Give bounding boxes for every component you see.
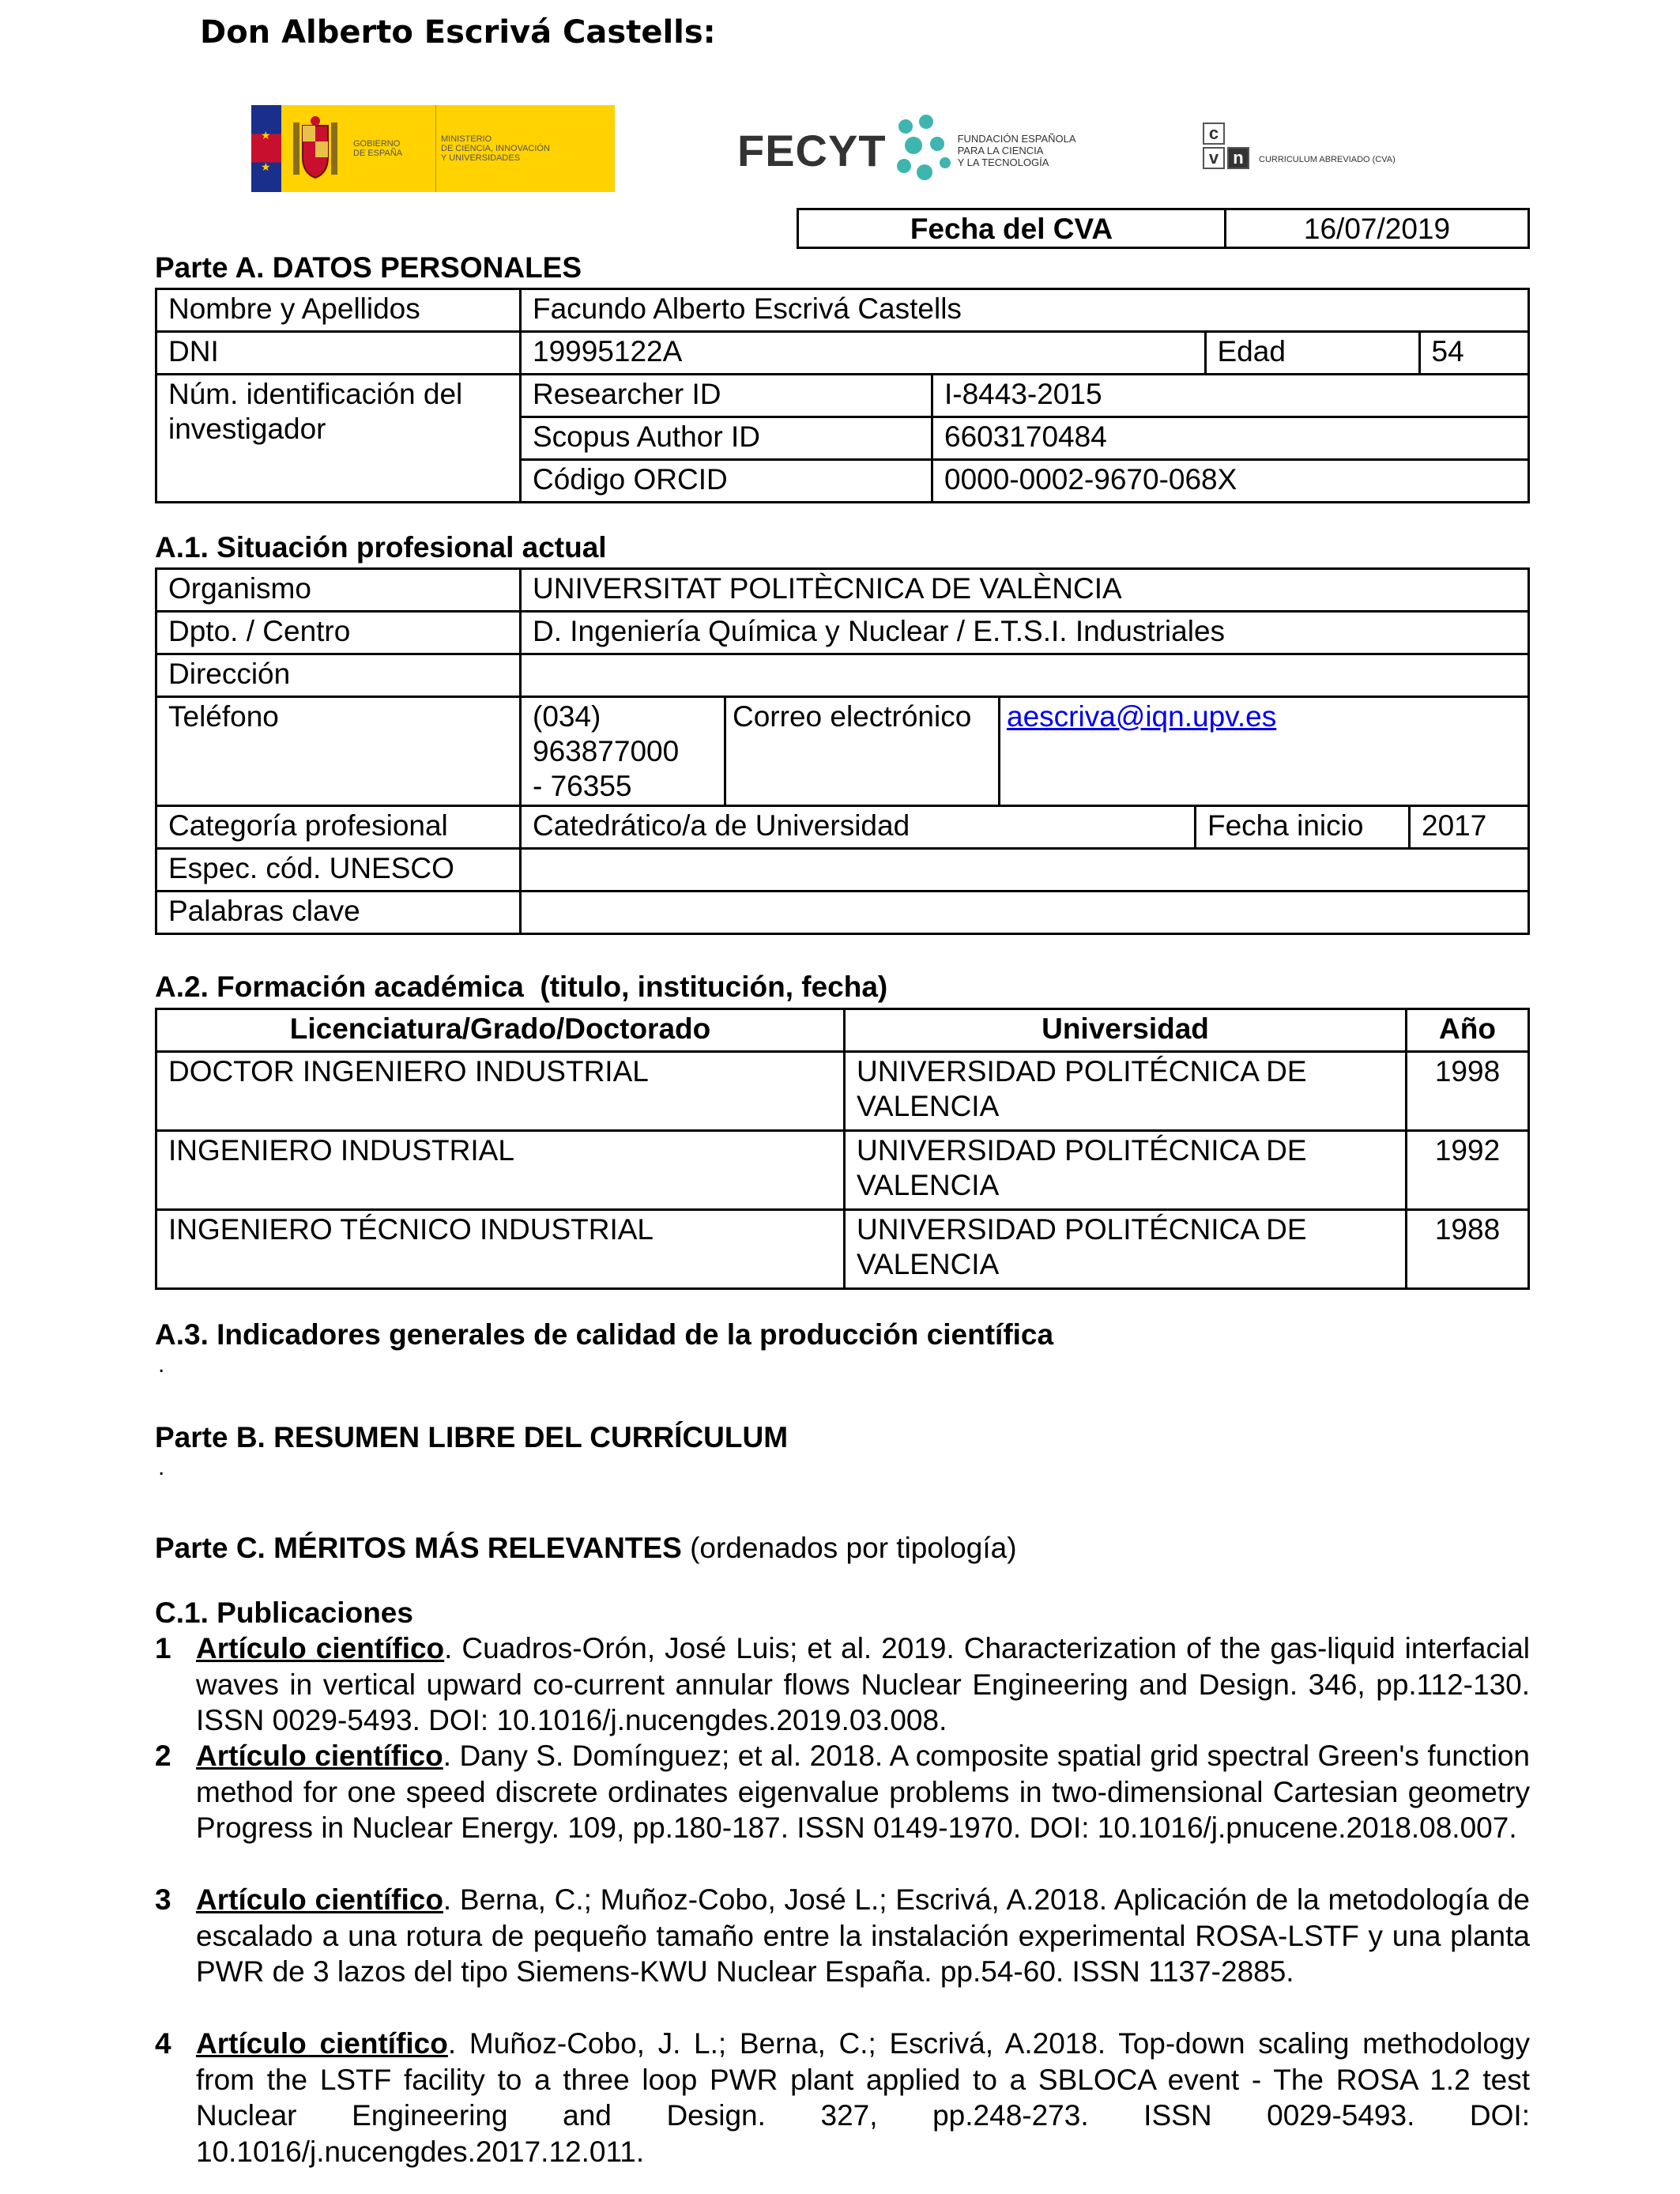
scopus-label: Scopus Author ID: [521, 417, 932, 460]
col-university: Universidad: [845, 1009, 1407, 1052]
degree-cell: DOCTOR INGENIERO INDUSTRIAL: [156, 1052, 845, 1131]
scopus-value: 6603170484: [932, 417, 1529, 460]
publication-text: . Berna, C.; Muñoz-Cobo, José L.; Escrivá, A.2018. Aplicación de la metodología de escalado a una rotura de pequeño tamaño entre la instalación experimental ROSA-LSTF y una planta PWR de 3 lazos del tipo Siemens-KWU Nuclear España. pp.54-60. ISSN 1137-2885.: [196, 1883, 1530, 1988]
start-value: 2017: [1410, 806, 1529, 849]
cva-date-value: 16/07/2019: [1226, 209, 1529, 248]
fecyt-logo: [737, 111, 1076, 190]
researcher-id-value: I-8443-2015: [932, 375, 1529, 417]
email-label: Correo electrónico: [725, 697, 1000, 806]
age-label: Edad: [1205, 332, 1419, 375]
cvn-logo: [1203, 123, 1396, 169]
cvn-letter-n: n: [1227, 147, 1249, 169]
a3-title: A.3. Indicadores generales de calidad de la producción científica: [155, 1318, 1054, 1351]
publication-type: Artículo científico: [196, 1632, 445, 1664]
degree-cell: INGENIERO INDUSTRIAL: [156, 1131, 845, 1210]
university-cell: UNIVERSIDAD POLITÉCNICA DE VALENCIA: [845, 1131, 1407, 1210]
publication-type: Artículo científico: [196, 1883, 443, 1916]
university-cell: UNIVERSIDAD POLITÉCNICA DE VALENCIA: [845, 1052, 1407, 1131]
table-row: [156, 1131, 1529, 1210]
publication-text: . Muñoz-Cobo, J. L.; Berna, C.; Escrivá, A.2018. Top-down scaling methodology from the LSTF facility to a three loop PWR plant applied to a SBLOCA event - The ROSA 1.2 test Nuclear Engineering and Design. 327, pp.248-273. ISSN 0029-5493. DOI: 10.1016/j.nucengdes.2017.12.011.: [196, 2027, 1531, 2168]
dept-label: Dpto. / Centro: [156, 612, 521, 654]
phone-value: (034) 963877000 - 76355: [521, 697, 725, 806]
year-cell: 1992: [1407, 1131, 1529, 1210]
publication-item: [155, 1738, 1530, 1846]
orcid-value: 0000-0002-9670-068X: [932, 460, 1529, 503]
gobierno-logo: [251, 105, 615, 192]
cvn-subtitle: CURRICULUM ABREVIADO (CVA): [1259, 155, 1396, 164]
coat-of-arms-icon: [281, 105, 348, 192]
a3-dot: .: [158, 1351, 165, 1378]
unesco-value: [521, 849, 1529, 892]
ids-label: Núm. identificación del investigador: [156, 375, 521, 503]
publication-item: [155, 2026, 1530, 2169]
unesco-label: Espec. cód. UNESCO: [156, 849, 521, 892]
degree-cell: INGENIERO TÉCNICO INDUSTRIAL: [156, 1210, 845, 1289]
eu-flag-icon: ★ ★: [251, 105, 281, 192]
part-c-title: Parte C. MÉRITOS MÁS RELEVANTES (ordenados por tipología): [155, 1532, 1017, 1564]
publication-text: . Cuadros-Orón, José Luis; et al. 2019. Characterization of the gas-liquid interfacial waves in vertical upward co-current annular flows Nuclear Engineering and Design. 346, pp.112-130. ISSN 0029-5493. DOI: 10.1016/j.nucengdes.2019.03.008.: [196, 1632, 1531, 1736]
cvn-letter-c: c: [1203, 123, 1225, 145]
publication-item: [155, 1882, 1530, 1990]
org-value: UNIVERSITAT POLITÈCNICA DE VALÈNCIA: [521, 569, 1529, 612]
cva-date-table: [797, 208, 1530, 249]
email-value: [1000, 697, 1529, 806]
col-degree: Licenciatura/Grado/Doctorado: [156, 1009, 845, 1052]
age-value: 54: [1419, 332, 1529, 375]
ministry-text: MINISTERIO DE CIENCIA, INNOVACIÓN Y UNIVERSIDADES: [435, 105, 615, 192]
a1-title: A.1. Situación profesional actual: [155, 531, 607, 564]
fecyt-wordmark: FECYT: [737, 125, 887, 175]
email-link[interactable]: aescriva@iqn.upv.es: [1007, 700, 1277, 733]
org-label: Organismo: [156, 569, 521, 612]
researcher-id-label: Researcher ID: [521, 375, 932, 417]
publication-type: Artículo científico: [196, 1740, 443, 1772]
professional-table: [155, 567, 1530, 935]
publication-text: . Dany S. Domínguez; et al. 2018. A composite spatial grid spectral Green's function method for one speed discrete ordinates eigenvalue problems in two-dimensional Cartesian geometry Progress in Nuclear Energy. 109, pp.180-187. ISSN 0149-1970. DOI: 10.1016/j.pnucene.2018.08.007.: [196, 1740, 1530, 1844]
keywords-label: Palabras clave: [156, 892, 521, 934]
c1-title: C.1. Publicaciones: [155, 1596, 413, 1629]
publication-number: 3: [155, 1883, 171, 1916]
personal-data-table: [155, 288, 1530, 503]
publication-number: 4: [155, 2027, 171, 2060]
table-row: [156, 1052, 1529, 1131]
part-a-title: Parte A. DATOS PERSONALES: [155, 251, 582, 284]
category-value: Catedrático/a de Universidad: [521, 806, 1196, 849]
fecyt-subtitle: FUNDACIÓN ESPAÑOLA PARA LA CIENCIA Y LA TECNOLOGÍA: [957, 132, 1076, 168]
publication-type: Artículo científico: [196, 2027, 448, 2060]
address-label: Dirección: [156, 654, 521, 697]
gobierno-text: GOBIERNO DE ESPAÑA: [348, 105, 435, 192]
fecyt-molecule-icon: [890, 111, 951, 190]
education-table: [155, 1008, 1530, 1290]
phone-label: Teléfono: [156, 697, 521, 806]
address-value: [521, 654, 1529, 697]
dni-value: 19995122A: [521, 332, 1206, 375]
cvn-letter-v: v: [1203, 147, 1225, 169]
keywords-value: [521, 892, 1529, 934]
cva-date-label: Fecha del CVA: [798, 209, 1226, 248]
name-label: Nombre y Apellidos: [156, 289, 521, 332]
orcid-label: Código ORCID: [521, 460, 932, 503]
name-value: Facundo Alberto Escrivá Castells: [521, 289, 1529, 332]
dept-value: D. Ingeniería Química y Nuclear / E.T.S.I. Industriales: [521, 612, 1529, 654]
start-label: Fecha inicio: [1196, 806, 1410, 849]
a2-title: A.2. Formación académica (titulo, institución, fecha): [155, 971, 888, 1003]
part-b-dot: .: [158, 1454, 165, 1480]
publication-number: 1: [155, 1632, 171, 1664]
part-b-title: Parte B. RESUMEN LIBRE DEL CURRÍCULUM: [155, 1421, 789, 1453]
table-row: [156, 1210, 1529, 1289]
publication-number: 2: [155, 1740, 171, 1772]
year-cell: 1988: [1407, 1210, 1529, 1289]
year-cell: 1998: [1407, 1052, 1529, 1131]
category-label: Categoría profesional: [156, 806, 521, 849]
publication-item: [155, 1630, 1530, 1739]
person-heading: Don Alberto Escrivá Castells:: [200, 14, 716, 51]
dni-label: DNI: [156, 332, 521, 375]
col-year: Año: [1407, 1009, 1529, 1052]
university-cell: UNIVERSIDAD POLITÉCNICA DE VALENCIA: [845, 1210, 1407, 1289]
